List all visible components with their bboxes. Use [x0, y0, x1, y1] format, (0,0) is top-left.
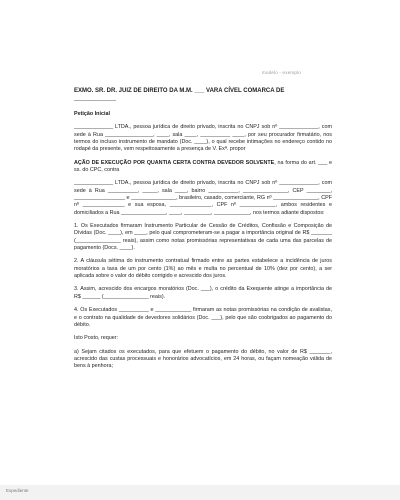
section-title: Petição Inicial [74, 110, 110, 117]
paragraph-4: 4. Os Executados __________ e ____________ firmaram as notas promissórias na condição de avalistas, e o contrato na qualidade de devedores solidários (Doc. ___), pelo que são coobrigados ao pagamento do débito. [74, 307, 332, 328]
paragraph-defendants: _____________ LTDA., pessoa jurídica de direito privado, inscrita no CNPJ sob nº _____________, com sede à Rua __________, _____, sala ____, bairro __________, _______________, CEP ________, _________________ e _______________, brasileiro, casado, comerciante, RG nº _______________, CPF nº ______________ e sua esposa, ______________, CPF nº ____________, ambos residentes e domiciliados a Rua _______________, ____, _________, ____________, nos termos adiante dispostos: [74, 180, 332, 216]
paragraph-2: 2. A cláusula sétima do instrumento contratual firmado entre as partes estabelece a incidência de juros moratórios a taxa de um por cento (1%) ao mês e multa no percentual de 10% (dez por cento), a ser aplicada sobre o valor do débito corrigido e acrescido dos juros. [74, 258, 332, 280]
court-heading: EXMO. SR. DR. JUIZ DE DIREITO DA M.M. ___ VARA CÍVEL COMARCA DE [74, 88, 285, 94]
requests-intro: Isto Posto, requer: [74, 335, 119, 342]
request-a: a) Sejam citados os executados, para que efetuem o pagamento do débito, no valor de R$ _______, acrescido das custas processuais e honorários advocatícios, em 24 horas, ou façam nomeação válida de bens à penhora; [74, 348, 332, 370]
action-paragraph [74, 160, 332, 175]
paragraph-1: 1. Os Executados firmaram Instrumento Particular de Cessão de Créditos, Confissão e Composição de Dívidas (Doc. ____), em ____, pelo qual comprometeram-se a pagar a importância original de R$ _______ (_______________ reais), assim como notas promissórias representativas de cada uma das parcelas de pagamento (Docs. ____). [74, 223, 332, 252]
page-header-label: modelo - exemplo [262, 70, 301, 75]
footer-bar [0, 485, 400, 500]
paragraph-plaintiff: _____________ LTDA., pessoa jurídica de direito privado, inscrita no CNPJ sob nº _____________, com sede à Rua ________________, ____, sala ____, __________ ____, por seu procurador firmatário, nos termos do incluso instrumento de mandato (Doc. ____), o qual recebe intimações no endereço contido no rodapé da presente, vem respeitosamente a presença de V. Exª. propor [74, 124, 332, 153]
footer-label: Expediente [6, 488, 29, 493]
action-tail: , na forma do art. ___ e ss. do CPC, contra [74, 159, 332, 173]
action-title: AÇÃO DE EXECUÇÃO POR QUANTIA CERTA CONTRA DEVEDOR SOLVENTE [74, 159, 275, 166]
document-body [74, 88, 332, 371]
court-blank-line: ______________ [74, 95, 116, 102]
paragraph-3: 3. Assim, acrescido dos encargos moratórios (Doc. ___), o crédito da Exequente atinge a importância de R$ ______ (_______________ reais). [74, 286, 332, 300]
